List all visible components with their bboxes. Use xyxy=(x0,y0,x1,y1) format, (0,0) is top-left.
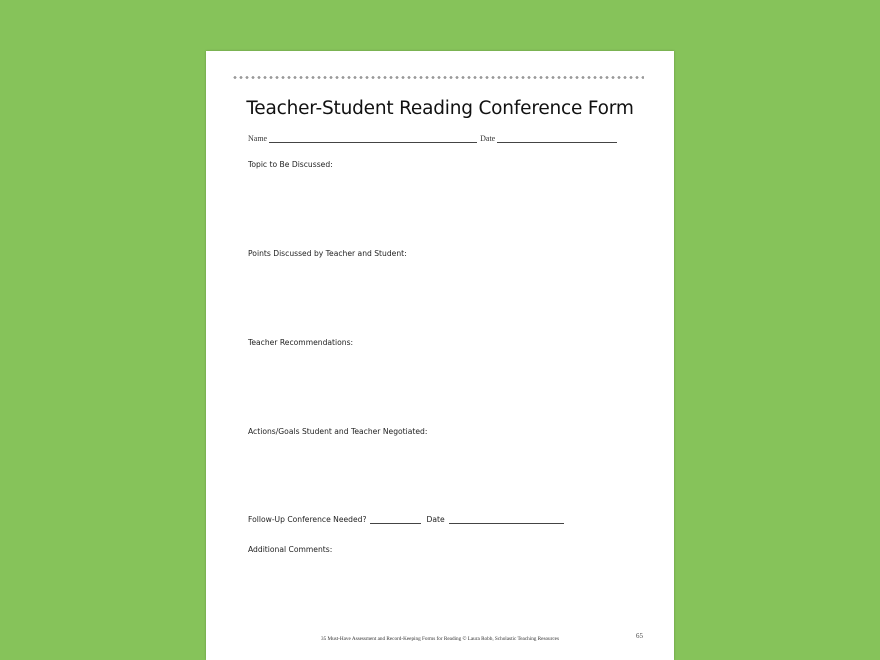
followup-date-label: Date xyxy=(426,515,445,524)
name-date-row xyxy=(248,133,620,143)
name-blank xyxy=(269,133,477,143)
actions-goals-label: Actions/Goals Student and Teacher Negotiated: xyxy=(248,427,428,436)
followup-row xyxy=(248,515,567,524)
form-page xyxy=(206,51,674,660)
form-title: Teacher-Student Reading Conference Form xyxy=(246,98,634,119)
date-blank xyxy=(497,133,617,143)
additional-comments-label: Additional Comments: xyxy=(248,545,333,554)
recommendations-label: Teacher Recommendations: xyxy=(248,338,354,347)
followup-label: Follow-Up Conference Needed? xyxy=(248,515,367,524)
footer-credit: 35 Must-Have Assessment and Record-Keeping Forms for Reading © Laura Robb, Scholastic Teaching Resources xyxy=(320,636,560,642)
dotted-rule xyxy=(232,76,644,79)
page-number: 65 xyxy=(636,632,643,640)
followup-date-blank xyxy=(449,515,564,524)
date-label: Date xyxy=(480,134,496,143)
followup-blank xyxy=(370,515,421,524)
points-label: Points Discussed by Teacher and Student: xyxy=(248,249,407,258)
topic-label: Topic to Be Discussed: xyxy=(248,160,333,169)
name-label: Name xyxy=(248,134,268,143)
